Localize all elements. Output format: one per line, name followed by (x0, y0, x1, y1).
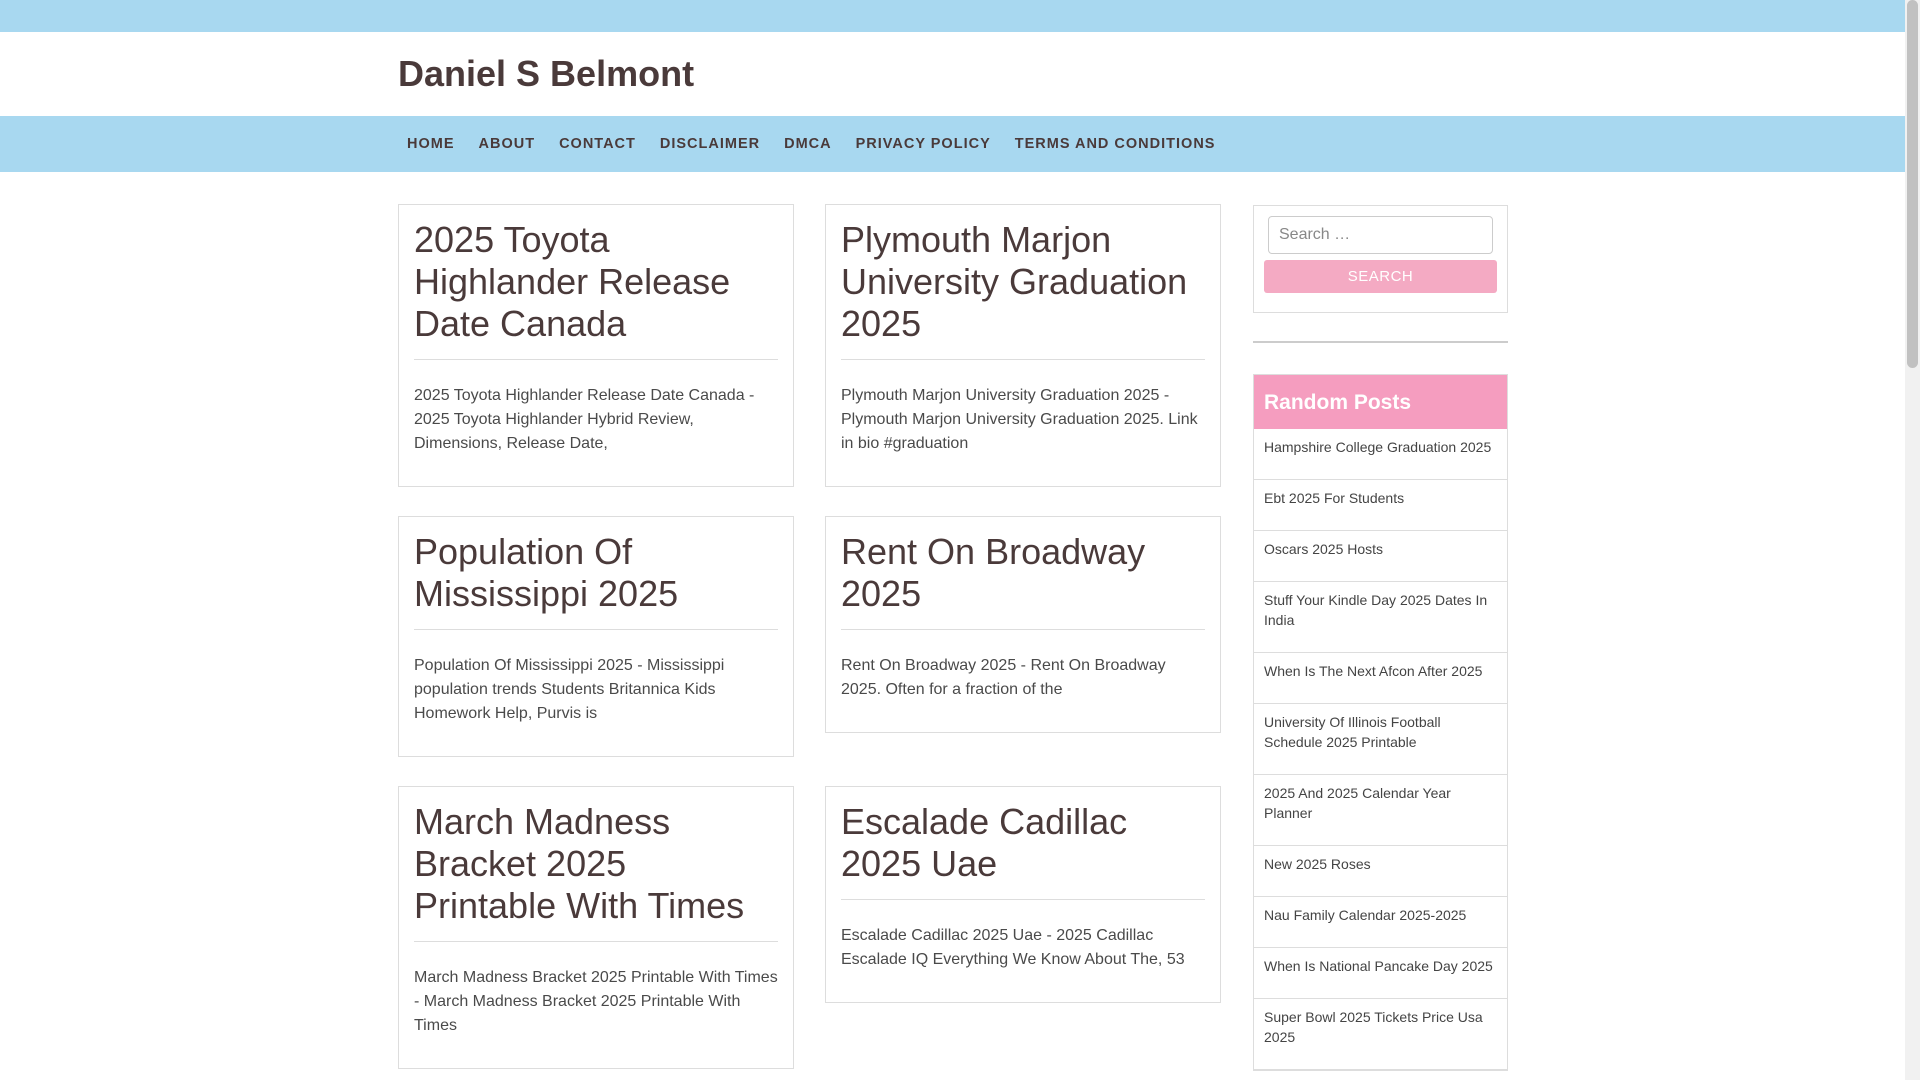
post-excerpt: 2025 Toyota Highlander Release Date Canada - 2025 Toyota Highlander Hybrid Review, Dimensions, Release Date, (414, 387, 755, 452)
random-post-link[interactable] (1254, 582, 1507, 653)
post-excerpt: Population Of Mississippi 2025 - Mississippi population trends Students Britannica Kids Homework Help, Purvis is (414, 657, 725, 722)
random-post-link[interactable] (1254, 897, 1507, 948)
sidebar-divider (1253, 341, 1508, 343)
search-input[interactable] (1268, 216, 1493, 254)
nav-menu (395, 116, 1227, 172)
post-excerpt: March Madness Bracket 2025 Printable With Times - March Madness Bracket 2025 Printable With Times (414, 969, 778, 1034)
random-post-link[interactable] (1254, 948, 1507, 999)
post-title[interactable]: Population Of Mississippi 2025 (414, 531, 778, 630)
random-post-link[interactable] (1254, 846, 1507, 897)
top-bar (0, 0, 1905, 32)
nav-item-terms-and-conditions[interactable]: TERMS AND CONDITIONS (1014, 136, 1216, 152)
random-post-link[interactable] (1254, 653, 1507, 704)
random-post-label: When Is National Pancake Day 2025 (1264, 958, 1493, 974)
nav-item-contact[interactable]: CONTACT (559, 136, 636, 152)
post-card (825, 786, 1221, 1003)
post-title[interactable]: March Madness Bracket 2025 Printable With Times (414, 801, 778, 942)
random-post-label: Oscars 2025 Hosts (1264, 541, 1384, 557)
post-title[interactable]: Plymouth Marjon University Graduation 2025 (841, 219, 1205, 360)
random-post-label: When Is The Next Afcon After 2025 (1264, 663, 1483, 679)
random-post-label: Super Bowl 2025 Tickets Price Usa 2025 (1264, 1009, 1483, 1045)
random-posts-widget (1253, 374, 1508, 1071)
random-post-label: Nau Family Calendar 2025-2025 (1264, 907, 1467, 923)
main-navigation (0, 116, 1905, 172)
random-post-label: University Of Illinois Football Schedule 2025 Printable (1264, 714, 1441, 750)
post-card (825, 516, 1221, 733)
scrollbar-thumb[interactable] (1907, 0, 1918, 368)
random-post-label: 2025 And 2025 Calendar Year Planner (1264, 785, 1451, 821)
post-title[interactable]: Escalade Cadillac 2025 Uae (841, 801, 1205, 900)
site-title[interactable]: Daniel S Belmont (398, 53, 695, 94)
random-post-link[interactable] (1254, 429, 1507, 480)
random-post-link[interactable] (1254, 531, 1507, 582)
random-post-label: Hampshire College Graduation 2025 (1264, 439, 1492, 455)
post-excerpt: Plymouth Marjon University Graduation 2025 - Plymouth Marjon University Graduation 2025. Link in bio #graduation (841, 387, 1198, 452)
site-header (0, 32, 1905, 116)
nav-item-disclaimer[interactable]: DISCLAIMER (659, 136, 761, 152)
search-widget (1253, 205, 1508, 313)
nav-item-privacy-policy[interactable]: PRIVACY POLICY (855, 136, 991, 152)
random-post-link[interactable] (1254, 704, 1507, 775)
nav-item-home[interactable]: HOME (407, 136, 455, 152)
post-excerpt: Rent On Broadway 2025 - Rent On Broadway 2025. Often for a fraction of the (841, 657, 1166, 698)
post-card (398, 516, 794, 757)
search-button[interactable]: SEARCH (1264, 260, 1497, 293)
nav-item-about[interactable]: ABOUT (478, 136, 536, 152)
random-post-label: Stuff Your Kindle Day 2025 Dates In India (1264, 592, 1488, 628)
random-post-link[interactable] (1254, 775, 1507, 846)
random-post-link[interactable] (1254, 999, 1507, 1070)
random-posts-title: Random Posts (1254, 375, 1507, 429)
page-scrollbar[interactable] (1905, 0, 1920, 1080)
post-card (398, 786, 794, 1069)
random-post-label: Ebt 2025 For Students (1264, 490, 1405, 506)
post-card (398, 204, 794, 487)
post-title[interactable]: 2025 Toyota Highlander Release Date Canada (414, 219, 778, 360)
post-title[interactable]: Rent On Broadway 2025 (841, 531, 1205, 630)
post-excerpt: Escalade Cadillac 2025 Uae - 2025 Cadillac Escalade IQ Everything We Know About The, 53 (841, 927, 1185, 968)
random-posts-list (1254, 429, 1507, 1070)
random-post-link[interactable] (1254, 480, 1507, 531)
nav-item-dmca[interactable]: DMCA (784, 136, 832, 152)
random-post-label: New 2025 Roses (1264, 856, 1371, 872)
post-card (825, 204, 1221, 487)
